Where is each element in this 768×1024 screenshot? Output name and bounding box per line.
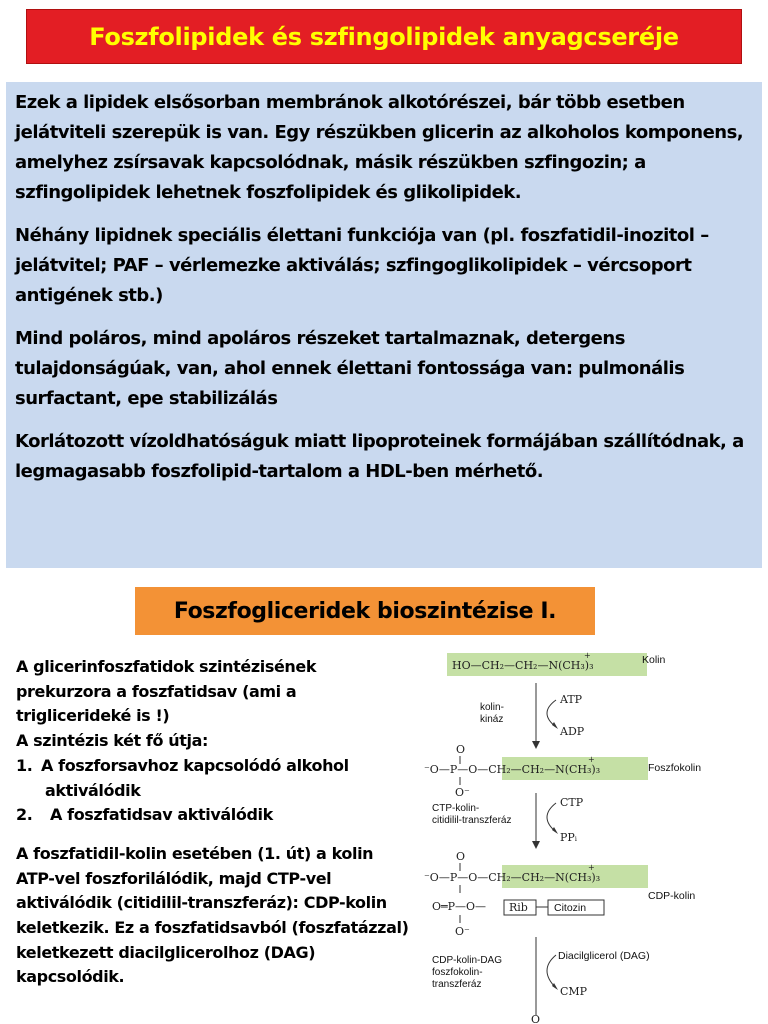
page-title: Foszfolipidek és szfingolipidek anyagcseréje <box>89 22 679 51</box>
dag-text: Diacilglicerol (DAG) <box>558 950 650 962</box>
ctp-text: CTP <box>560 796 584 809</box>
citozin-text: Citozin <box>554 902 587 914</box>
dag-curve <box>547 955 556 988</box>
rib-text: Rib <box>509 901 528 914</box>
arrow-head <box>532 841 540 849</box>
phosphatidylcholine-paragraph: A foszfatidil-kolin esetében (1. út) a kolin ATP-vel foszforilálódik, majd CTP-vel aktiválódik (citidilil-transzferáz): CDP-kolin keletkezik. Ez a foszfatidsavból (foszfatázzal) keletkezett diacilglicerolhoz (DAG) kapcsolódik. <box>16 843 409 987</box>
intro-paragraph-2: Néhány lipidnek speciális élettani funkciója van (pl. foszfatidil-inozitol – jelátvitel; PAF – vérlemezke aktiválás; szfingoglikolipidek – vércsoport antigének stb.) <box>15 225 709 306</box>
kolin-formula: HO—CH₂—CH₂—N(CH₃)₃ <box>452 659 594 672</box>
list-item-number: 1. <box>16 755 33 775</box>
curve-arrow-head <box>552 827 558 834</box>
enzyme3-line1: CDP-kolin-DAG <box>432 955 503 966</box>
synthesis-pathway-diagram <box>418 645 768 1024</box>
atp-text: ATP <box>560 693 583 706</box>
intro-paragraph-3: Mind poláros, mind apoláros részeket tartalmaznak, detergens tulajdonságúak, van, ahol ennek élettani fontossága van: pulmonális surfactant, epe stabilizálás <box>15 328 685 409</box>
arrow-head <box>532 741 540 749</box>
left-text-column <box>16 655 411 990</box>
product-o: O <box>531 1013 541 1024</box>
enzyme2-line2: citidilil-transzferáz <box>432 815 512 826</box>
phosphate-o-top: O <box>456 850 466 863</box>
foszfokolin-formula: ⁻O—P—O—CH₂—CH₂—N(CH₃)₃ <box>424 763 601 776</box>
enzyme3-line2: foszfokolin- <box>432 967 483 978</box>
atp-curve <box>547 700 556 727</box>
list-item-number: 2. <box>16 805 33 825</box>
list-item-text: A foszforsavhoz kapcsolódó alkohol <box>41 755 349 775</box>
phosphate-o-bottom: O⁻ <box>455 925 470 938</box>
foszfokolin-label: Foszfokolin <box>648 762 702 774</box>
phosphate-o-bottom: O⁻ <box>455 786 470 799</box>
precursor-paragraph: A glicerinfoszfatidok szintézisének prekurzora a foszfatidsav (ami a triglicerideké is !) <box>16 657 317 726</box>
adp-text: ADP <box>560 725 585 738</box>
phosphate-o-top: O <box>456 743 466 756</box>
pathways-heading: A szintézis két fő útja: <box>16 731 208 751</box>
list-item <box>16 754 411 779</box>
pathway-svg <box>418 645 768 1024</box>
intro-paragraph-1: Ezek a lipidek elsősorban membránok alkotórészei, bár több esetben jelátviteli szerepük is van. Egy részükben glicerin az alkoholos komponens, amelyhez zsírsavak kapcsolódnak, másik részükben szfingozin; a szfingolipidek lehetnek foszfolipidek és glikolipidek. <box>15 92 744 203</box>
title-banner <box>26 9 742 64</box>
intro-paragraph-4: Korlátozott vízoldhatóságuk miatt lipoproteinek formájában szállítódnak, a legmagasabb foszfolipid-tartalom a HDL-ben mérhető. <box>15 431 744 482</box>
enzyme1-line2: kináz <box>480 714 504 725</box>
cdp-kolin-formula: ⁻O—P—O—CH₂—CH₂—N(CH₃)₃ <box>424 871 601 884</box>
charge-sign: + <box>588 755 595 764</box>
enzyme1-line1: kolin- <box>480 702 504 713</box>
section-title-box <box>135 587 595 635</box>
enzyme3-line3: transzferáz <box>432 979 482 990</box>
list-item-continuation: aktiválódik <box>45 780 141 800</box>
ppi-text: PPᵢ <box>560 831 578 844</box>
ctp-curve <box>547 803 556 832</box>
list-item <box>16 803 411 828</box>
section-title: Foszfogliceridek bioszintézise I. <box>173 598 557 624</box>
cdp-kolin-label: CDP-kolin <box>648 890 696 902</box>
enzyme2-line1: CTP-kolin- <box>432 803 480 814</box>
kolin-label: Kolin <box>642 654 666 666</box>
charge-sign: + <box>588 863 595 872</box>
curve-arrow-head <box>552 722 558 729</box>
cmp-text: CMP <box>560 985 588 998</box>
intro-box <box>6 82 762 568</box>
charge-sign: + <box>584 651 591 660</box>
cdp-ribose-formula: O═P—O— <box>432 900 487 913</box>
list-item-text: A foszfatidsav aktiválódik <box>50 805 273 825</box>
